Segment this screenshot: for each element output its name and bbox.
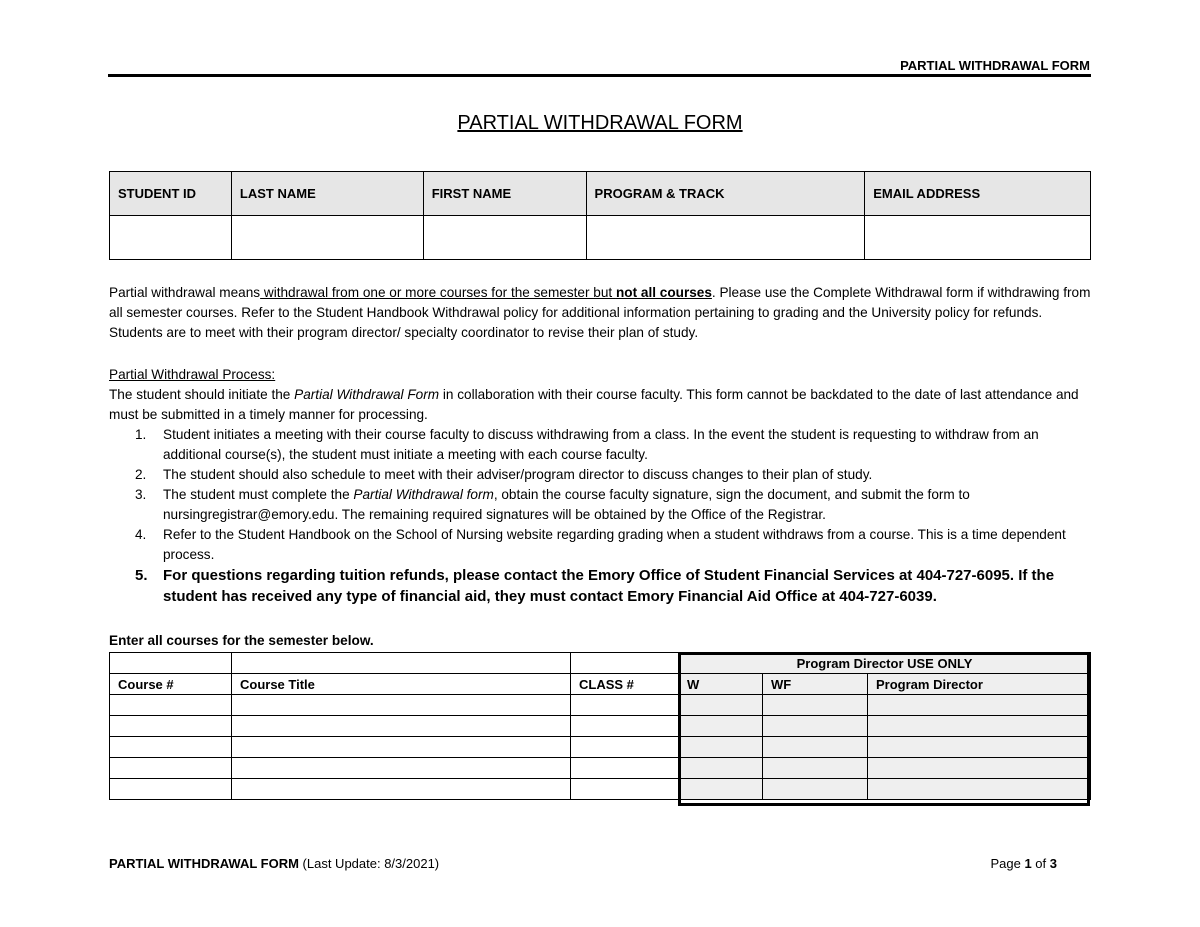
first-name-field[interactable] (423, 216, 586, 260)
course-row (110, 716, 1091, 737)
program-director-cell[interactable] (868, 779, 1091, 800)
process-step: 1. Student initiates a meeting with their course faculty to discuss withdrawing from a class. In the event the student is requesting to withdraw from an additional course(s), the student must initiate a meeting with each course faculty. (135, 427, 1039, 462)
wf-header: WF (763, 674, 868, 695)
program-track-header: PROGRAM & TRACK (586, 172, 865, 216)
footer-title: PARTIAL WITHDRAWAL FORM (Last Update: 8/3/2021) (109, 856, 440, 871)
course-number-cell[interactable] (110, 695, 232, 716)
student-info-table (109, 171, 1091, 260)
course-row (110, 779, 1091, 800)
course-title-cell[interactable] (232, 758, 571, 779)
course-row (110, 758, 1091, 779)
class-number-cell[interactable] (571, 716, 679, 737)
process-steps (109, 425, 1094, 607)
email-address-header: EMAIL ADDRESS (865, 172, 1091, 216)
courses-heading: Enter all courses for the semester below. (109, 633, 374, 648)
last-name-field[interactable] (231, 216, 423, 260)
last-name-header: LAST NAME (231, 172, 423, 216)
w-cell[interactable] (679, 716, 763, 737)
class-number-cell[interactable] (571, 737, 679, 758)
course-title-cell[interactable] (232, 737, 571, 758)
process-step: 2. The student should also schedule to meet with their adviser/program director to discuss changes to their plan of study. (135, 467, 873, 482)
courses-table (109, 652, 1091, 800)
course-number-cell[interactable] (110, 716, 232, 737)
running-header-title: PARTIAL WITHDRAWAL FORM (900, 58, 1090, 73)
program-director-cell[interactable] (868, 695, 1091, 716)
course-number-cell[interactable] (110, 737, 232, 758)
process-step: 3. The student must complete the Partial Withdrawal form, obtain the course faculty signature, sign the document, and submit the form to nursingregistrar@emory.edu. The remaining required signatures will be obtained by the Office of the Registrar. (135, 487, 970, 522)
student-id-header: STUDENT ID (110, 172, 232, 216)
page-number: Page 1 of 3 (990, 856, 1057, 871)
wf-cell[interactable] (763, 737, 868, 758)
course-row (110, 737, 1091, 758)
course-title-cell[interactable] (232, 695, 571, 716)
class-number-cell[interactable] (571, 758, 679, 779)
course-number-header: Course # (110, 674, 232, 695)
student-id-field[interactable] (110, 216, 232, 260)
w-cell[interactable] (679, 779, 763, 800)
course-number-cell[interactable] (110, 779, 232, 800)
form-title: PARTIAL WITHDRAWAL FORM (457, 112, 743, 134)
w-cell[interactable] (679, 737, 763, 758)
class-number-cell[interactable] (571, 695, 679, 716)
header-rule (108, 74, 1091, 77)
intro-paragraph: Partial withdrawal means withdrawal from one or more courses for the semester but not all courses. Please use the Complete Withdrawal form if withdrawing from all semester courses. Refer to the Student Handbook Withdrawal policy for additional information pertaining to grading and the University policy for refunds. Students are to meet with their program director/ specialty coordinator to revise their plan of study. (109, 285, 1091, 340)
process-step: 5. For questions regarding tuition refunds, please contact the Emory Office of Student Financial Services at 404-727-6095. If the student has received any type of financial aid, they must contact Emory Financial Aid Office at 404-727-6039. (135, 567, 1055, 605)
course-title-header: Course Title (232, 674, 571, 695)
program-director-header: Program Director (868, 674, 1091, 695)
course-title-cell[interactable] (232, 716, 571, 737)
wf-cell[interactable] (763, 716, 868, 737)
w-cell[interactable] (679, 758, 763, 779)
course-title-cell[interactable] (232, 779, 571, 800)
course-row (110, 695, 1091, 716)
program-track-field[interactable] (586, 216, 865, 260)
program-director-cell[interactable] (868, 716, 1091, 737)
w-cell[interactable] (679, 695, 763, 716)
process-step: 4. Refer to the Student Handbook on the School of Nursing website regarding grading when a student withdraws from a course. This is a time dependent process. (135, 527, 1066, 562)
wf-cell[interactable] (763, 779, 868, 800)
program-director-cell[interactable] (868, 758, 1091, 779)
process-heading: Partial Withdrawal Process: (109, 367, 276, 382)
wf-cell[interactable] (763, 758, 868, 779)
process-section (109, 365, 1094, 607)
process-lead: The student should initiate the Partial Withdrawal Form in collaboration with their course faculty. This form cannot be backdated to the date of last attendance and must be submitted in a timely manner for processing. (109, 387, 1079, 422)
first-name-header: FIRST NAME (423, 172, 586, 216)
email-address-field[interactable] (865, 216, 1091, 260)
w-header: W (679, 674, 763, 695)
wf-cell[interactable] (763, 695, 868, 716)
program-director-use-only-header: Program Director USE ONLY (679, 653, 1091, 674)
program-director-cell[interactable] (868, 737, 1091, 758)
class-number-header: CLASS # (571, 674, 679, 695)
course-number-cell[interactable] (110, 758, 232, 779)
class-number-cell[interactable] (571, 779, 679, 800)
